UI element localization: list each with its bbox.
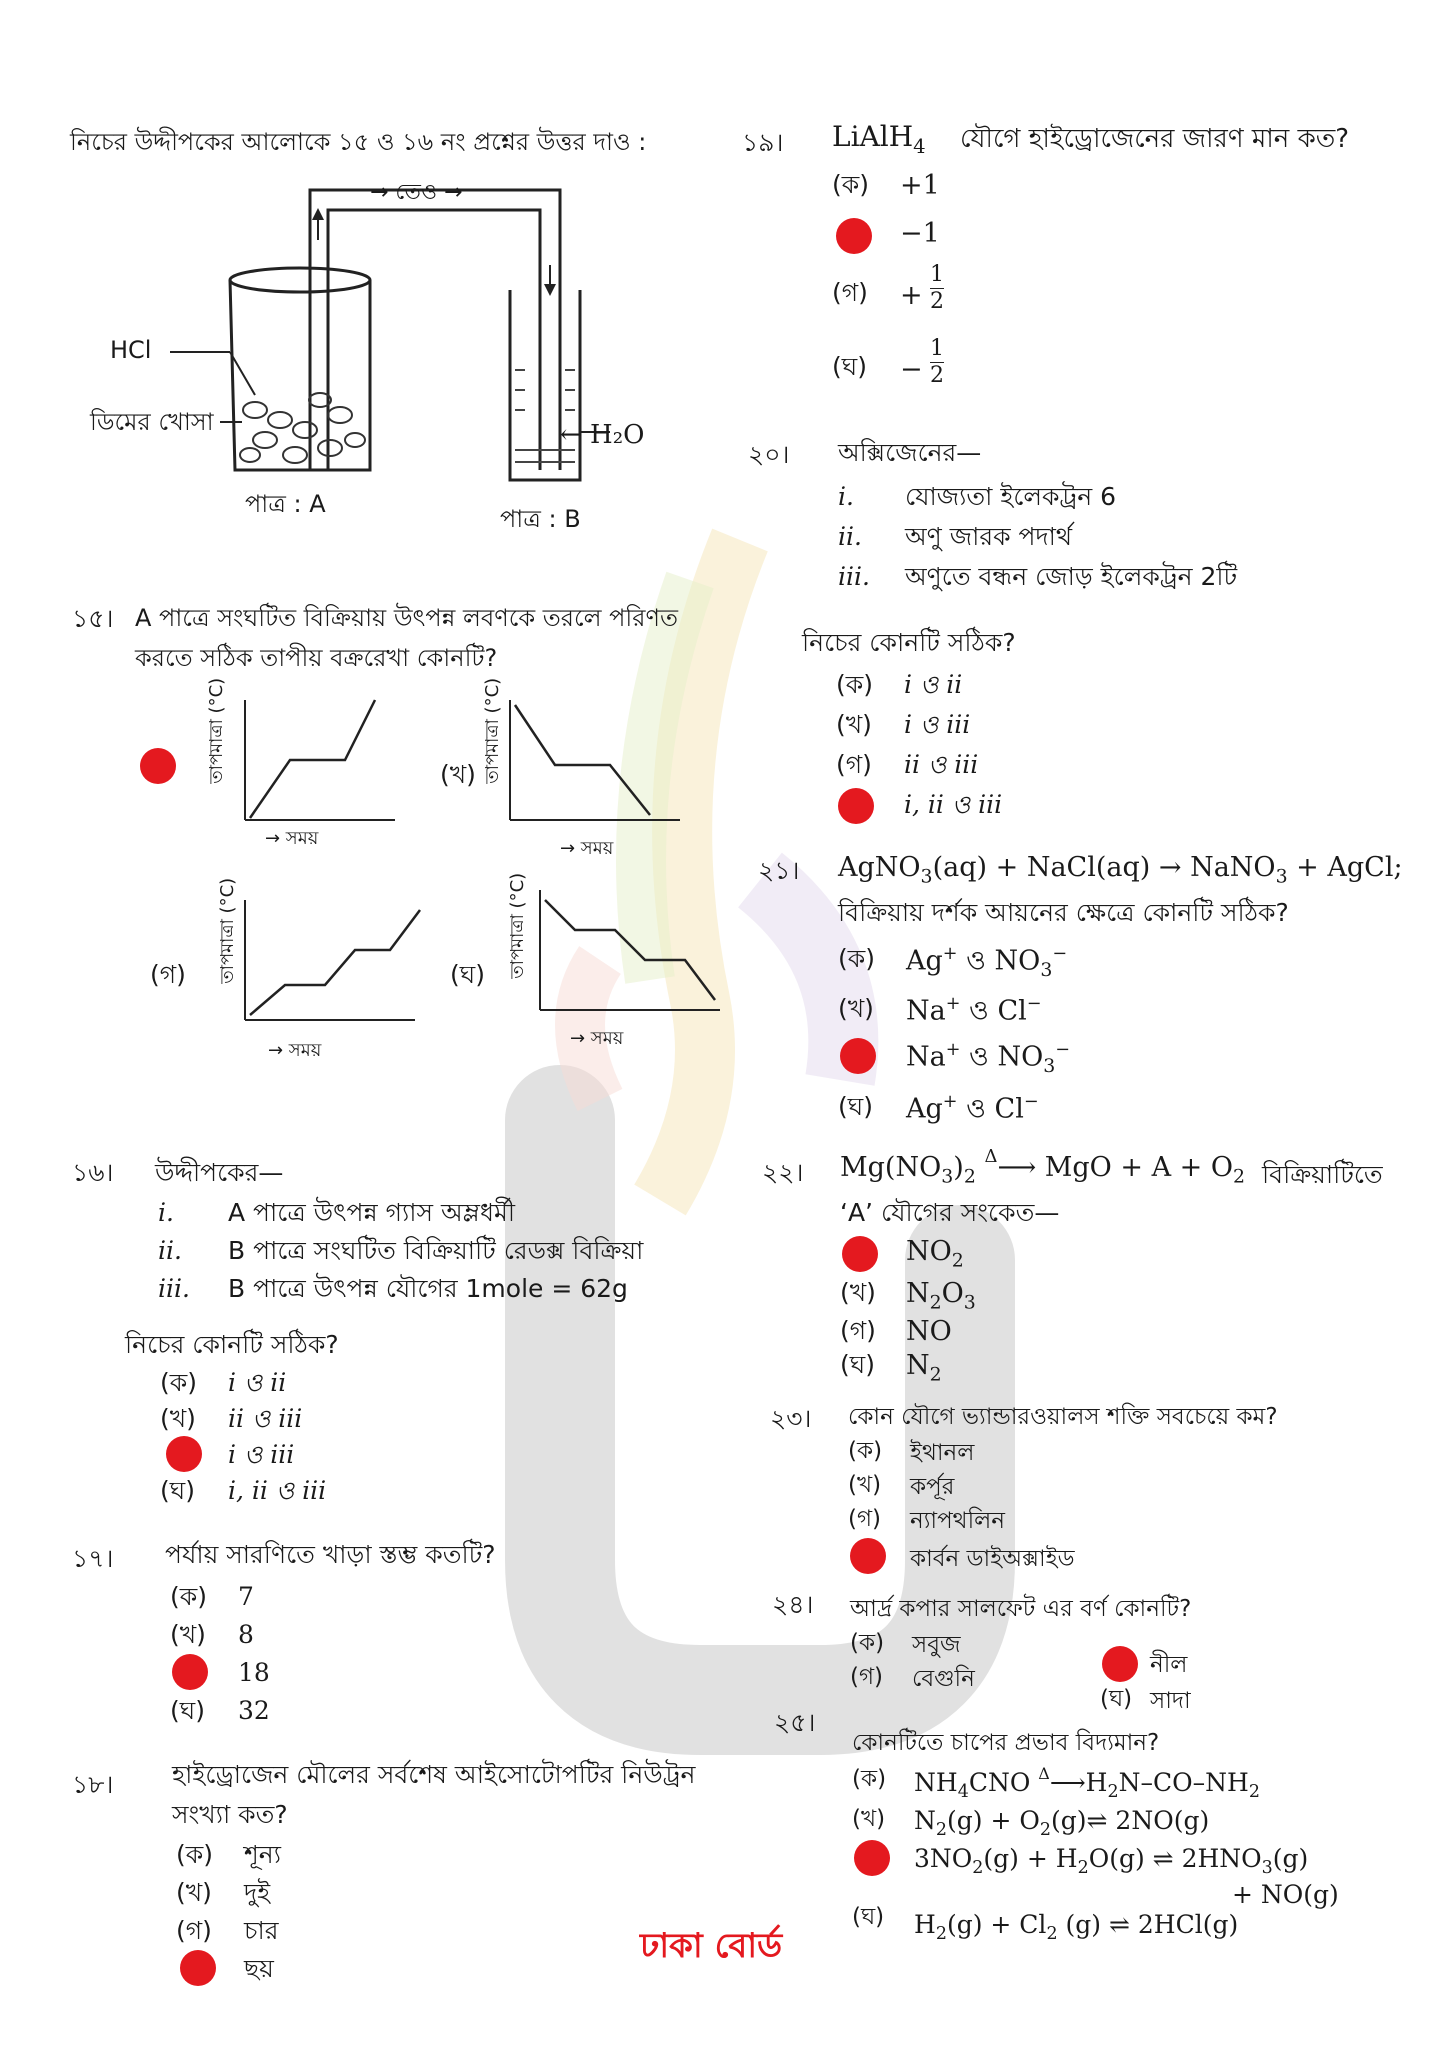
q16-number: ১৬। <box>72 1158 114 1187</box>
q18-number: ১৮। <box>72 1770 114 1799</box>
q20-number: ২০। <box>748 440 790 469</box>
q15-graph-d <box>520 880 740 1040</box>
q20-stem: অক্সিজেনের— <box>838 438 982 467</box>
q21-option-text: Ag+ ও $NO_3^-$ <box>906 944 1068 982</box>
q21-option-label: (খ) <box>838 994 874 1023</box>
q24-option-text: বেগুনি <box>912 1666 975 1692</box>
q17-option-text: 8 <box>238 1620 254 1649</box>
q18-text-line2: সংখ্যা কত? <box>172 1800 288 1829</box>
q25-option-text-cont: + NO(g) <box>1232 1880 1339 1909</box>
q20-item-roman: iii. <box>838 562 870 591</box>
q23-number: ২৩। <box>770 1404 812 1433</box>
q16-item-roman: i. <box>158 1198 174 1227</box>
q17-answer-marker <box>172 1654 208 1690</box>
q19-option-label: (গ) <box>832 278 868 307</box>
board-label: ঢাকা বোর্ড <box>640 1926 783 1966</box>
q23-option-text: কার্বন ডাইঅক্সাইড <box>910 1546 1075 1572</box>
q20-option-label: (খ) <box>836 710 872 739</box>
q15-graph-c-ylabel: তাপমাত্রা (°C) <box>217 877 239 984</box>
q25-option-label: (ঘ) <box>852 1904 885 1930</box>
q16-answer-marker <box>166 1436 202 1472</box>
q18-option-label: (ক) <box>176 1840 213 1869</box>
q18-answer-marker <box>180 1950 216 1986</box>
q19-option-text: +1 <box>900 170 940 201</box>
q17-option-text: 18 <box>238 1658 270 1687</box>
gas-label: → তেও → <box>370 180 463 205</box>
q22-option-label: (খ) <box>840 1278 876 1307</box>
q21-option-text: Na+ ও $NO_3^-$ <box>906 1040 1070 1078</box>
q15-graph-d-xlabel: → সময় <box>570 1028 624 1049</box>
q19-number: ১৯। <box>742 128 784 157</box>
q18-option-text: চার <box>244 1916 279 1945</box>
q16-item-text: B পাত্রে উৎপন্ন যৌগের 1mole = 62g <box>228 1274 628 1303</box>
q16-option-text: i, ii ও iii <box>228 1476 327 1505</box>
q24-option-text: নীল <box>1150 1652 1188 1678</box>
q20-item-text: অণুতে বন্ধন জোড় ইলেকট্রন 2টি <box>905 562 1238 591</box>
q22-option-label: (ঘ) <box>840 1350 875 1379</box>
q24-number: ২৪। <box>772 1590 814 1619</box>
q19-fraction: 1 2 <box>930 336 944 388</box>
q24-option-label: (ঘ) <box>1100 1686 1133 1712</box>
q15-graph-d-ylabel: তাপমাত্রা (°C) <box>507 872 529 979</box>
q16-ask: নিচের কোনটি সঠিক? <box>125 1330 339 1359</box>
q20-option-text: i ও iii <box>904 710 971 739</box>
q16-item-roman: ii. <box>158 1236 182 1265</box>
q15-graph-b <box>490 690 710 850</box>
q25-option-label: (ক) <box>852 1766 887 1792</box>
q15-graph-b-ylabel: তাপমাত্রা (°C) <box>482 677 504 784</box>
q25-option-text: $H_2(g) + Cl_2$ (g) ⇌ 2HCl(g) <box>914 1910 1239 1945</box>
q15-graph-c <box>215 890 455 1050</box>
q22-option-text: $NO_2$ <box>906 1236 964 1272</box>
q20-item-roman: ii. <box>838 522 862 551</box>
q18-option-text: দুই <box>244 1878 271 1907</box>
q22-number: ২২। <box>762 1158 804 1187</box>
q25-option-text: $N_2(g)$ + $O_2(g)\rightleftharpoons$ 2NO(g) <box>914 1806 1210 1841</box>
q21-option-label: (ক) <box>838 944 875 973</box>
q16-item-roman: iii. <box>158 1274 190 1303</box>
q15-option-d: (ঘ) <box>450 960 485 989</box>
q18-option-text: শূন্য <box>244 1840 281 1869</box>
q19-text: যৌগে হাইড্রোজেনের জারণ মান কত? <box>960 124 1350 154</box>
q24-answer-marker <box>1102 1646 1138 1682</box>
q19-option-label: (ক) <box>832 170 869 199</box>
q21-option-text: Na+ ও Cl− <box>906 994 1042 1027</box>
q21-option-text: Ag+ ও Cl− <box>906 1092 1039 1125</box>
q16-option-text: i ও iii <box>228 1440 295 1469</box>
q18-text-line1: হাইড্রোজেন মৌলের সর্বশেষ আইসোটোপটির নিউট্রন <box>172 1760 696 1789</box>
q24-option-label: (গ) <box>850 1664 884 1690</box>
q22-answer-marker <box>842 1236 878 1272</box>
q19-option-text: + <box>900 280 923 311</box>
q16-stem: উদ্দীপকের— <box>155 1158 284 1187</box>
q18-option-text: ছয় <box>244 1954 274 1983</box>
apparatus-diagram <box>70 170 690 590</box>
q20-ask: নিচের কোনটি সঠিক? <box>802 628 1016 657</box>
q19-fraction: 1 2 <box>930 262 944 314</box>
q21-option-label: (ঘ) <box>838 1092 873 1121</box>
q15-number: ১৫। <box>72 604 114 633</box>
q24-option-text: সাদা <box>1150 1688 1191 1714</box>
q25-option-text: $NH_4CNO$ $^\Delta⟶H_2N-CO-NH_2$ <box>914 1764 1260 1803</box>
q23-option-text: কর্পূর <box>910 1474 955 1500</box>
q15-graph-b-xlabel: → সময় <box>560 838 614 859</box>
q19-option-text: −1 <box>900 218 940 249</box>
q23-option-label: (খ) <box>848 1472 882 1498</box>
q20-answer-marker <box>838 788 874 824</box>
q15-graph-a <box>215 690 455 850</box>
q19-formula: LiAlH$_4$ <box>832 120 926 158</box>
q16-option-text: ii ও iii <box>228 1404 303 1433</box>
q20-option-text: i, ii ও iii <box>904 790 1003 819</box>
q17-option-text: 32 <box>238 1696 270 1725</box>
q25-text: কোনটিতে চাপের প্রভাব বিদ্যমান? <box>852 1730 1160 1756</box>
q24-option-text: সবুজ <box>912 1632 961 1658</box>
q16-option-label: (ঘ) <box>160 1476 195 1505</box>
q25-option-text: $3NO_2(g) + H_2O(g)$ ⇌ $2HNO_3(g)$ <box>914 1844 1309 1879</box>
q20-item-text: যোজ্যতা ইলেকট্রন 6 <box>905 482 1117 511</box>
q15-graph-a-xlabel: → সময় <box>265 828 319 849</box>
q21-equation: AgNO$_3$(aq) + NaCl(aq) → NaNO$_3$ + AgCl; <box>838 852 1403 888</box>
q16-item-text: B পাত্রে সংঘটিত বিক্রিয়াটি রেডক্স বিক্রিয়া <box>228 1236 644 1265</box>
q15-answer-marker <box>140 748 176 784</box>
vessel-b-label: পাত্র : B <box>500 505 581 533</box>
q21-answer-marker <box>840 1038 876 1074</box>
q22-option-text: NO <box>906 1316 952 1347</box>
q24-text: আর্দ্র কপার সালফেট এর বর্ণ কোনটি? <box>850 1596 1192 1622</box>
q17-option-label: (ঘ) <box>170 1696 205 1725</box>
q15-option-c: (গ) <box>150 960 186 989</box>
q22-line2: ‘A’ যৌগের সংকেত— <box>840 1198 1060 1227</box>
q23-text: কোন যৌগে ভ্যান্ডারওয়ালস শক্তি সবচেয়ে কম? <box>848 1404 1278 1430</box>
q19-option-label: (ঘ) <box>832 352 867 381</box>
q20-option-label: (ক) <box>836 670 873 699</box>
q23-option-label: (ক) <box>848 1438 883 1464</box>
q16-option-label: (খ) <box>160 1404 196 1433</box>
q20-option-text: i ও ii <box>904 670 963 699</box>
q19-answer-marker <box>836 218 872 254</box>
q22-option-label: (গ) <box>840 1316 876 1345</box>
q25-number: ২৫। <box>774 1708 816 1737</box>
q18-option-label: (খ) <box>176 1878 212 1907</box>
q15-text-line2: করতে সঠিক তাপীয় বক্ররেখা কোনটি? <box>135 644 498 672</box>
q15-graph-c-xlabel: → সময় <box>268 1040 322 1061</box>
q20-option-label: (গ) <box>836 750 872 779</box>
q16-option-text: i ও ii <box>228 1368 287 1397</box>
hcl-label: HCl <box>110 336 152 364</box>
q15-option-b: (খ) <box>440 760 476 789</box>
q21-text-line2: বিক্রিয়ায় দর্শক আয়নের ক্ষেত্রে কোনটি সঠিক? <box>838 898 1289 927</box>
q19-option-text: − <box>900 354 923 385</box>
q23-answer-marker <box>850 1538 886 1574</box>
q24-option-label: (ক) <box>850 1630 885 1656</box>
water-label: ← H₂O <box>560 420 645 450</box>
q21-number: ২১। <box>758 856 800 885</box>
q15-text-line1: A পাত্রে সংঘটিত বিক্রিয়ায় উৎপন্ন লবণকে তরলে পরিণত <box>135 604 679 632</box>
q23-option-label: (গ) <box>848 1506 882 1532</box>
q16-option-label: (ক) <box>160 1368 197 1397</box>
q22-tail: বিক্রিয়াটিতে <box>1262 1160 1383 1189</box>
eggshell-label: ডিমের খোসা <box>90 408 214 436</box>
q18-option-label: (গ) <box>176 1916 212 1945</box>
q23-option-text: ইথানল <box>910 1440 975 1466</box>
stimulus-intro: নিচের উদ্দীপকের আলোকে ১৫ ও ১৬ নং প্রশ্নের উত্তর দাও : <box>70 128 647 156</box>
q17-option-text: 7 <box>238 1582 254 1611</box>
q20-item-text: অণু জারক পদার্থ <box>905 522 1073 551</box>
q22-option-text: $N_2O_3$ <box>906 1278 976 1314</box>
q17-text: পর্যায় সারণিতে খাড়া স্তম্ভ কতটি? <box>165 1540 496 1569</box>
q22-equation: $Mg(NO_3)_2$ $^\Delta$⟶ MgO + $A + O_2$ <box>840 1146 1246 1188</box>
vessel-a-label: পাত্র : A <box>245 490 326 518</box>
q16-item-text: A পাত্রে উৎপন্ন গ্যাস অম্লধর্মী <box>228 1198 515 1227</box>
q22-option-text: $N_2$ <box>906 1350 942 1386</box>
q20-option-text: ii ও iii <box>904 750 979 779</box>
q17-number: ১৭। <box>72 1544 114 1573</box>
q15-graph-a-ylabel: তাপমাত্রা (°C) <box>206 677 228 784</box>
q25-answer-marker <box>854 1840 890 1876</box>
q20-item-roman: i. <box>838 482 854 511</box>
q25-option-label: (খ) <box>852 1806 886 1832</box>
q23-option-text: ন্যাপথলিন <box>910 1508 1006 1534</box>
q17-option-label: (খ) <box>170 1620 206 1649</box>
q17-option-label: (ক) <box>170 1582 207 1611</box>
